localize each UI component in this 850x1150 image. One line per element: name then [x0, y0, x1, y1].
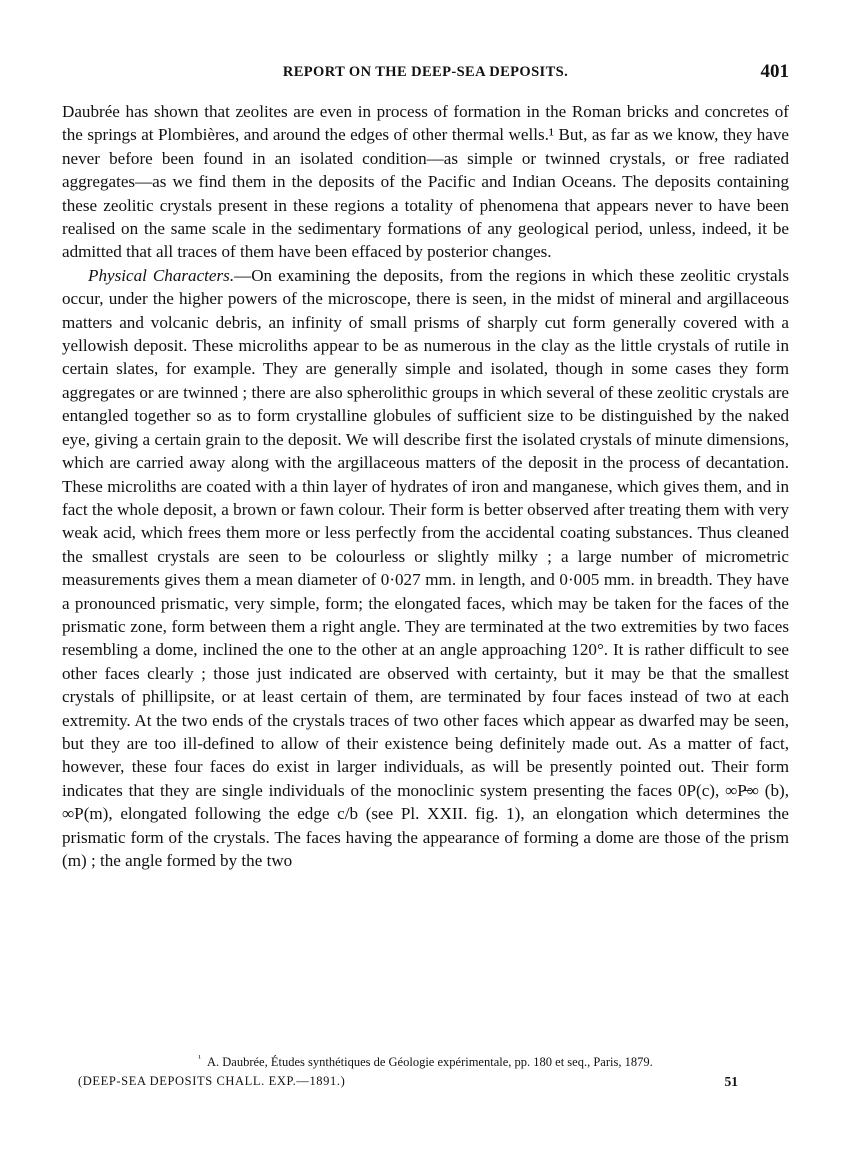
footnote-marker: ¹	[198, 1053, 201, 1063]
footer-signature: (DEEP-SEA DEPOSITS CHALL. EXP.—1891.)	[78, 1074, 346, 1088]
section-run-in-heading: Physical Characters.	[88, 265, 235, 285]
running-title: REPORT ON THE DEEP-SEA DEPOSITS.	[282, 64, 569, 80]
page-header	[62, 61, 789, 88]
body-text	[62, 100, 789, 872]
footnote	[62, 1053, 789, 1070]
page-number: 401	[760, 61, 789, 82]
footer-sheet-number: 51	[724, 1074, 738, 1089]
paragraph-2-text: —On examining the deposits, from the regions in which these zeolitic crystals occur, under the higher powers of the microscope, there is seen, in the midst of mineral and argillaceous matters and volcanic debris, an infinity of small prisms of sharply cut form generally covered with a yellowish deposit. These microliths appear to be as numerous in the clay as the little crystals of rutile in certain slates, for example. They are generally simple and isolated, though in some cases they form aggregates or are twinned ; there are also spherolithic groups in which several of these zeolitic crystals are entangled together so as to form crystalline globules of sufficient size to be distinguished by the naked eye, giving a certain grain to the deposit. We will describe first the isolated crystals of minute dimensions, which are carried away along with the argillaceous matters of the deposit in the process of decantation. These microliths are coated with a thin layer of hydrates of iron and manganese, which gives them, and in fact the whole deposit, a brown or fawn colour. Their form is better observed after treating them with very weak acid, which frees them more or less perfectly from the accidental coating substances. Thus cleaned the smallest crystals are seen to be colourless or slightly milky ; a large number of micrometric measurements gives them a mean diameter of 0·027 mm. in length, and 0·005 mm. in breadth. They have a pronounced prismatic, very simple, form; the elongated faces, which may be taken for the faces of the prismatic zone, form between them a right angle. They are terminated at the two extremities by two faces resembling a dome, inclined the one to the other at an angle approaching 120°. It is rather difficult to see other faces clearly ; those just indicated are observed with certainty, but it may be that the smallest crystals of phillipsite, or at least certain of them, are terminated by four faces instead of two at each extremity. At the two ends of the crystals traces of two other faces which appear as dwarfed may be seen, but they are too ill-defined to allow of their existence being definitely made out. As a matter of fact, however, these four faces do exist in larger individuals, as will be presently pointed out. Their form indicates that they are single individuals of the monoclinic system presenting the faces 0P(c), ∞P̶∞ (b), ∞P(m), elongated following the edge c/b (see Pl. XXII. fig. 1), an elongation which determines the prismatic form of the crystals. The faces having the appearance of forming a dome are those of the prism (m) ; the angle formed by the two	[62, 265, 789, 870]
paragraph-2	[62, 264, 789, 873]
paragraph-1: Daubrée has shown that zeolites are even in process of formation in the Roman bricks and concretes of the springs at Plombières, and around the edges of other thermal wells.¹ But, as far as we know, they have never before been found in an isolated condition—as simple or twinned crystals, or free radiated aggregates—as we find them in the deposits of the Pacific and Indian Oceans. The deposits containing these zeolitic crystals present in these regions a totality of phenomena that appears never to have been realised on the same scale in the sedimentary formations of any geological period, unless, indeed, it be admitted that all traces of them have been effaced by posterior changes.	[62, 102, 789, 262]
page-footer	[78, 1074, 738, 1094]
footnote-text: A. Daubrée, Études synthétiques de Géologie expérimentale, pp. 180 et seq., Paris, 1879.	[206, 1055, 653, 1070]
